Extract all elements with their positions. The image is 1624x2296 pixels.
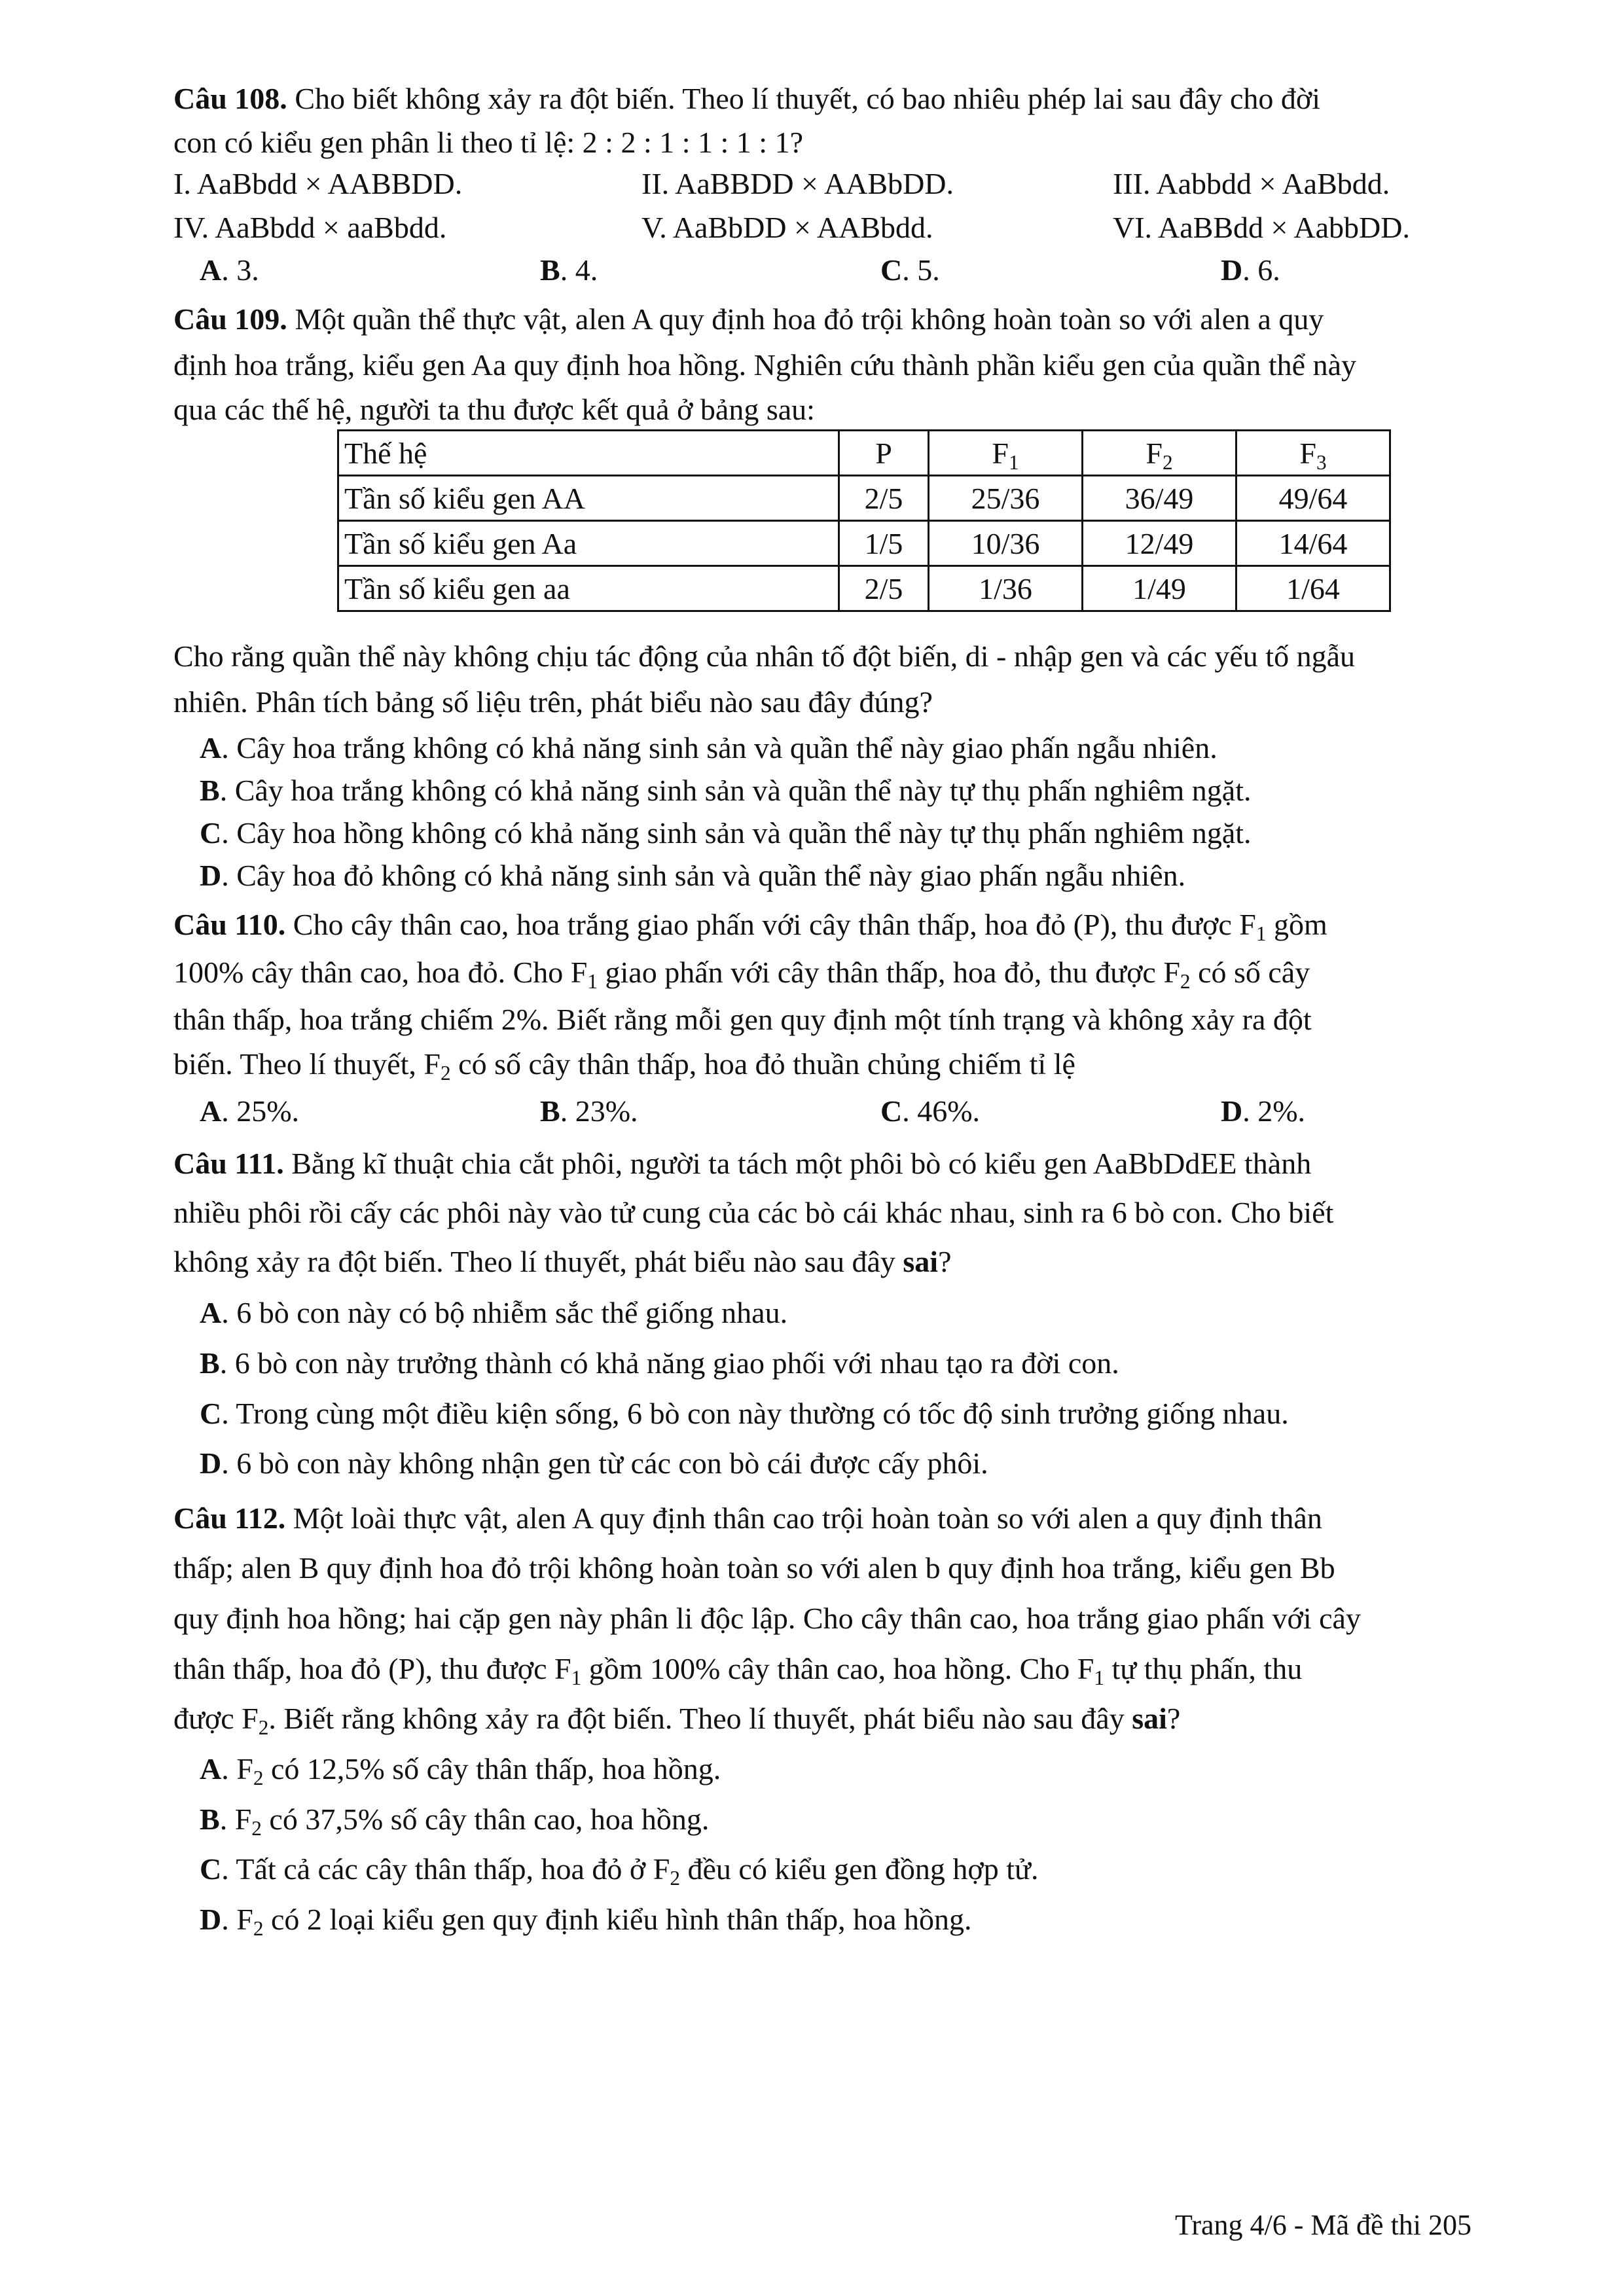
q112-option-b-pre: . F (219, 1803, 252, 1836)
q108-line-1 (173, 84, 1320, 114)
q110-text-4b: có số cây thân thấp, hoa đỏ thuần chủng chiếm tỉ lệ (450, 1047, 1075, 1081)
q110-line-3: thân thấp, hoa trắng chiếm 2%. Biết rằng mỗi gen quy định một tính trạng và không xảy ra đột (173, 1003, 1312, 1036)
q109-after-2: nhiên. Phân tích bảng số liệu trên, phát biểu nào sau đây đúng? (173, 685, 933, 719)
table-row-label: Tần số kiểu gen aa (338, 566, 839, 611)
q112-option-d-letter: D (200, 1903, 222, 1936)
table-row (338, 476, 1390, 521)
q110-text-2c: có số cây (1190, 956, 1310, 989)
q112-option-b-sub: 2 (251, 1816, 262, 1840)
q112-option-d-pre: . F (221, 1903, 253, 1936)
q112-option-a-sub: 2 (253, 1766, 264, 1789)
table-cell: 2/5 (839, 566, 929, 611)
q110-answer-c (880, 1096, 980, 1126)
q109-option-b-letter: B (200, 774, 220, 807)
q108-cross-3: III. Aabbdd × AaBbdd. (1113, 167, 1390, 200)
q112-line-1 (173, 1503, 1322, 1534)
q108-answer-a (200, 255, 259, 285)
q108-answer-c (880, 255, 940, 285)
q112-text-5b: . Biết rằng không xảy ra đột biến. Theo lí thuyết, phát biểu nào sau đây (268, 1702, 1132, 1735)
table-row-label: Tần số kiểu gen AA (338, 476, 839, 521)
q111-line-3 (173, 1247, 952, 1277)
q112-option-d (200, 1903, 972, 1940)
table-cell: 1/36 (929, 566, 1083, 611)
q110-answer-d-letter: D (1221, 1094, 1243, 1128)
q108-answer-c-text: . 5. (902, 253, 940, 287)
table-cell: 1/5 (839, 521, 929, 566)
q111-option-c-letter: C (200, 1397, 222, 1430)
q112-option-c-sub: 2 (670, 1866, 680, 1890)
table-cell: 2/5 (839, 476, 929, 521)
table-header-f3-sub: 3 (1316, 450, 1327, 474)
q109-option-a-letter: A (200, 731, 222, 764)
q111-text-1: Bằng kĩ thuật chia cắt phôi, người ta tách một phôi bò có kiểu gen AaBbDdEE thành (283, 1147, 1312, 1180)
table-header-f1-letter: F (992, 436, 1009, 470)
table-cell: 49/64 (1236, 476, 1390, 521)
q112-option-a-letter: A (200, 1752, 222, 1785)
q111-label: Câu 111. (173, 1147, 284, 1180)
q108-answer-d-letter: D (1221, 253, 1243, 287)
table-header-f2-sub: 2 (1162, 450, 1173, 474)
q111-line-2: nhiều phôi rồi cấy các phôi này vào tử cung của các bò cái khác nhau, sinh ra 6 bò con. Cho biết (173, 1196, 1334, 1229)
table-header-p: P (839, 431, 929, 476)
q112-text-5a: được F (173, 1702, 259, 1735)
q112-option-b-letter: B (200, 1803, 220, 1836)
q108-cross-4: IV. AaBbdd × aaBbdd. (173, 211, 447, 244)
q108-answer-b-letter: B (540, 253, 560, 287)
q111-emphasis: sai (903, 1245, 939, 1278)
q112-text-5c: ? (1166, 1702, 1181, 1735)
q110-sub-2: 1 (587, 969, 598, 993)
q108-label: Câu 108. (173, 82, 287, 115)
q110-sub-2b: 2 (1180, 969, 1191, 993)
q109-label: Câu 109. (173, 302, 287, 336)
q108-cross-5: V. AaBbDD × AABbdd. (641, 211, 933, 244)
table-header-f1 (929, 431, 1083, 476)
q110-answer-a (200, 1096, 299, 1126)
q112-option-c-pre: . Tất cả các cây thân thấp, hoa đỏ ở F (221, 1852, 670, 1886)
q108-text-1: Cho biết không xảy ra đột biến. Theo lí thuyết, có bao nhiêu phép lai sau đây cho đời (287, 82, 1321, 115)
table-header-f2-letter: F (1146, 436, 1163, 470)
q110-sub-4: 2 (441, 1061, 451, 1085)
table-row (338, 566, 1390, 611)
q112-option-b (200, 1803, 710, 1840)
q112-text-4b: gồm 100% cây thân cao, hoa hồng. Cho F (581, 1652, 1094, 1685)
q112-option-c-letter: C (200, 1852, 222, 1886)
q110-line-1 (173, 908, 1327, 945)
q112-text-1: Một loài thực vật, alen A quy định thân cao trội hoàn toàn so với alen a quy định thân (285, 1501, 1322, 1535)
q110-sub-1: 1 (1255, 922, 1267, 945)
q111-line-1 (173, 1149, 1311, 1179)
q110-answer-a-letter: A (200, 1094, 222, 1128)
q108-answer-a-text: . 3. (221, 253, 259, 287)
q109-line-1 (173, 304, 1324, 334)
q112-sub-4: 1 (571, 1666, 582, 1689)
q111-option-d-text: . 6 bò con này không nhận gen từ các con bò cái được cấy phôi. (221, 1446, 988, 1480)
table-header-row (338, 431, 1390, 476)
page-footer: Trang 4/6 - Mã đề thi 205 (1175, 2209, 1472, 2241)
table-cell: 10/36 (929, 521, 1083, 566)
q109-after-1: Cho rằng quần thể này không chịu tác động của nhân tố đột biến, di - nhập gen và các yếu tố ngẫu (173, 639, 1355, 673)
table-cell: 12/49 (1083, 521, 1236, 566)
q110-text-2a: 100% cây thân cao, hoa đỏ. Cho F (173, 956, 588, 989)
q112-option-a (200, 1752, 721, 1789)
q108-answer-d-text: . 6. (1242, 253, 1280, 287)
q112-option-d-post: có 2 loại kiểu gen quy định kiểu hình thân thấp, hoa hồng. (263, 1903, 972, 1936)
q111-option-b-letter: B (200, 1346, 220, 1380)
q112-option-b-post: có 37,5% số cây thân cao, hoa hồng. (261, 1803, 710, 1836)
q109-line-2: định hoa trắng, kiểu gen Aa quy định hoa hồng. Nghiên cứu thành phần kiểu gen của quần thể này (173, 348, 1356, 382)
q111-option-b (200, 1348, 1119, 1378)
q110-text-4a: biến. Theo lí thuyết, F (173, 1047, 441, 1081)
q111-option-c-text: . Trong cùng một điều kiện sống, 6 bò con này thường có tốc độ sinh trưởng giống nhau. (221, 1397, 1289, 1430)
q109-option-d-text: . Cây hoa đỏ không có khả năng sinh sản và quần thể này giao phấn ngẫu nhiên. (221, 859, 1186, 892)
table-cell: 25/36 (929, 476, 1083, 521)
q110-answer-c-text: . 46%. (902, 1094, 981, 1128)
q112-option-a-pre: . F (221, 1752, 253, 1785)
q112-line-3: quy định hoa hồng; hai cặp gen này phân li độc lập. Cho cây thân cao, hoa trắng giao phấn với cây (173, 1602, 1361, 1635)
table-cell: 14/64 (1236, 521, 1390, 566)
q109-line-3: qua các thế hệ, người ta thu được kết quả ở bảng sau: (173, 393, 815, 426)
q112-option-d-sub: 2 (253, 1916, 264, 1940)
q110-text-1b: gồm (1266, 908, 1327, 941)
q108-answer-a-letter: A (200, 253, 222, 287)
q110-text-2b: giao phấn với cây thân thấp, hoa đỏ, thu được F (598, 956, 1180, 989)
q112-line-4 (173, 1652, 1303, 1689)
q109-option-d (200, 861, 1185, 891)
q112-option-c (200, 1852, 1039, 1890)
q111-option-b-text: . 6 bò con này trưởng thành có khả năng giao phối với nhau tạo ra đời con. (219, 1346, 1119, 1380)
table-header-f3-letter: F (1299, 436, 1316, 470)
q109-option-d-letter: D (200, 859, 222, 892)
table-row (338, 521, 1390, 566)
table-header-f1-sub: 1 (1008, 450, 1019, 474)
table-header-label: Thế hệ (338, 431, 839, 476)
q108-answer-c-letter: C (880, 253, 903, 287)
q111-text-3a: không xảy ra đột biến. Theo lí thuyết, phát biểu nào sau đây (173, 1245, 903, 1278)
q109-option-b-text: . Cây hoa trắng không có khả năng sinh sản và quần thể này tự thụ phấn nghiêm ngặt. (219, 774, 1252, 807)
table-header-f3 (1236, 431, 1390, 476)
q108-cross-6: VI. AaBBdd × AabbDD. (1113, 211, 1410, 244)
q110-answer-a-text: . 25%. (221, 1094, 300, 1128)
q109-option-a-text: . Cây hoa trắng không có khả năng sinh sản và quần thể này giao phấn ngẫu nhiên. (221, 731, 1218, 764)
q112-line-2: thấp; alen B quy định hoa đỏ trội không hoàn toàn so với alen b quy định hoa trắng, kiểu gen Bb (173, 1551, 1335, 1585)
q110-answer-b-text: . 23%. (560, 1094, 638, 1128)
q112-line-5 (173, 1702, 1181, 1739)
q111-option-a (200, 1298, 787, 1328)
q108-cross-2: II. AaBBDD × AABbDD. (641, 167, 954, 200)
q110-answer-b-letter: B (540, 1094, 560, 1128)
q108-answer-d (1221, 255, 1280, 285)
q111-option-a-text: . 6 bò con này có bộ nhiễm sắc thể giống nhau. (221, 1296, 788, 1329)
q109-option-c-letter: C (200, 816, 222, 850)
q110-answer-d-text: . 2%. (1242, 1094, 1306, 1128)
q112-sub-5: 2 (258, 1715, 269, 1739)
q112-option-c-post: đều có kiểu gen đồng hợp tử. (679, 1852, 1039, 1886)
q111-option-a-letter: A (200, 1296, 222, 1329)
q109-option-c-text: . Cây hoa hồng không có khả năng sinh sản và quần thể này tự thụ phấn nghiêm ngặt. (221, 816, 1252, 850)
q112-sub-4b: 1 (1094, 1666, 1105, 1689)
q109-option-b (200, 776, 1252, 806)
q110-line-4 (173, 1047, 1075, 1085)
q110-line-2 (173, 956, 1310, 993)
q108-answer-b-text: . 4. (560, 253, 598, 287)
q111-option-d (200, 1448, 988, 1479)
table-cell: 1/64 (1236, 566, 1390, 611)
q112-emphasis: sai (1132, 1702, 1167, 1735)
q112-option-a-post: có 12,5% số cây thân thấp, hoa hồng. (263, 1752, 721, 1785)
q110-answer-c-letter: C (880, 1094, 903, 1128)
q112-text-4c: tự thụ phấn, thu (1104, 1652, 1303, 1685)
q110-text-1a: Cho cây thân cao, hoa trắng giao phấn với cây thân thấp, hoa đỏ (P), thu được F (285, 908, 1256, 941)
q109-text-1: Một quần thể thực vật, alen A quy định hoa đỏ trội không hoàn toàn so với alen a quy (287, 302, 1324, 336)
q112-label: Câu 112. (173, 1501, 286, 1535)
q109-option-c (200, 818, 1252, 848)
genotype-table (337, 429, 1391, 612)
q110-answer-b (540, 1096, 638, 1126)
q109-option-a (200, 733, 1218, 763)
q112-text-4a: thân thấp, hoa đỏ (P), thu được F (173, 1652, 571, 1685)
q110-answer-d (1221, 1096, 1305, 1126)
table-row-label: Tần số kiểu gen Aa (338, 521, 839, 566)
table-cell: 36/49 (1083, 476, 1236, 521)
table-cell: 1/49 (1083, 566, 1236, 611)
q108-line-2: con có kiểu gen phân li theo tỉ lệ: 2 : 2 : 1 : 1 : 1 : 1? (173, 126, 803, 159)
q111-option-d-letter: D (200, 1446, 222, 1480)
q111-option-c (200, 1399, 1289, 1429)
q108-cross-1: I. AaBbdd × AABBDD. (173, 167, 463, 200)
table-header-f2 (1083, 431, 1236, 476)
q111-text-3b: ? (938, 1245, 952, 1278)
q108-answer-b (540, 255, 598, 285)
q110-label: Câu 110. (173, 908, 286, 941)
